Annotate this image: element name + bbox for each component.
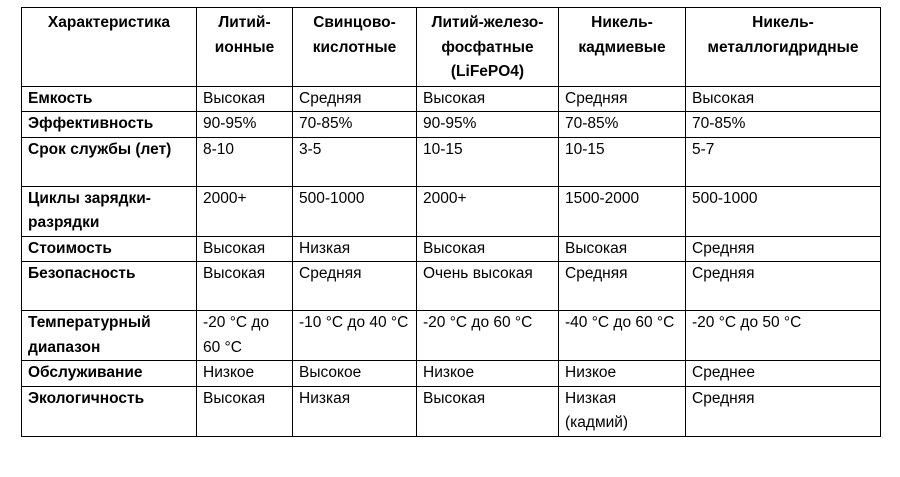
table-cell: Высокая (197, 86, 293, 112)
table-cell: 500-1000 (293, 186, 417, 236)
row-label: Стоимость (22, 236, 197, 262)
header-characteristic: Характеристика (22, 8, 197, 87)
table-row (22, 311, 881, 361)
table-cell: Высокая (686, 86, 881, 112)
table-row (22, 112, 881, 138)
table-cell: Низкое (197, 361, 293, 387)
comparison-table-container (21, 7, 881, 437)
header-li-ion: Литий-ионные (197, 8, 293, 87)
table-cell: 70-85% (293, 112, 417, 138)
table-cell: Высокая (417, 86, 559, 112)
table-cell: Высокая (197, 236, 293, 262)
battery-comparison-table (21, 7, 881, 437)
table-cell: Низкая (293, 386, 417, 436)
row-label: Экологичность (22, 386, 197, 436)
table-cell: Высокая (559, 236, 686, 262)
table-cell: 70-85% (686, 112, 881, 138)
row-label: Температурный диапазон (22, 311, 197, 361)
table-cell: Низкое (559, 361, 686, 387)
table-cell: Высокая (197, 262, 293, 311)
row-label: Срок службы (лет) (22, 137, 197, 186)
table-cell: Низкая (кадмий) (559, 386, 686, 436)
table-cell: Высокая (417, 386, 559, 436)
table-cell: Средняя (686, 262, 881, 311)
table-row (22, 386, 881, 436)
table-row (22, 137, 881, 186)
table-cell: Низкая (293, 236, 417, 262)
row-label: Емкость (22, 86, 197, 112)
table-cell: 10-15 (559, 137, 686, 186)
table-row (22, 86, 881, 112)
table-cell: -20 °C до 60 °C (197, 311, 293, 361)
table-cell: -40 °C до 60 °C (559, 311, 686, 361)
table-row (22, 186, 881, 236)
table-cell: 90-95% (417, 112, 559, 138)
table-cell: 8-10 (197, 137, 293, 186)
table-cell: Высокая (417, 236, 559, 262)
table-cell: 2000+ (197, 186, 293, 236)
table-cell: -20 °C до 50 °C (686, 311, 881, 361)
table-cell: 5-7 (686, 137, 881, 186)
table-cell: Средняя (686, 386, 881, 436)
table-cell: Средняя (293, 262, 417, 311)
table-cell: Низкое (417, 361, 559, 387)
table-cell: 500-1000 (686, 186, 881, 236)
row-label: Безопасность (22, 262, 197, 311)
row-label: Эффективность (22, 112, 197, 138)
table-cell: Средняя (559, 262, 686, 311)
table-cell: -10 °C до 40 °C (293, 311, 417, 361)
table-cell: Высокая (197, 386, 293, 436)
table-row (22, 236, 881, 262)
row-label: Циклы зарядки-разрядки (22, 186, 197, 236)
table-cell: 2000+ (417, 186, 559, 236)
table-cell: Средняя (559, 86, 686, 112)
table-row (22, 361, 881, 387)
table-cell: Средняя (686, 236, 881, 262)
table-row (22, 262, 881, 311)
table-cell: 1500-2000 (559, 186, 686, 236)
header-lead-acid: Свинцово-кислотные (293, 8, 417, 87)
header-nicd: Никель-кадмиевые (559, 8, 686, 87)
table-cell: 70-85% (559, 112, 686, 138)
table-cell: Среднее (686, 361, 881, 387)
table-cell: 3-5 (293, 137, 417, 186)
header-row (22, 8, 881, 87)
header-nimh: Никель-металлогидридные (686, 8, 881, 87)
row-label: Обслуживание (22, 361, 197, 387)
table-cell: Очень высокая (417, 262, 559, 311)
table-cell: -20 °C до 60 °C (417, 311, 559, 361)
table-cell: 90-95% (197, 112, 293, 138)
table-cell: 10-15 (417, 137, 559, 186)
table-cell: Высокое (293, 361, 417, 387)
header-lifepo4: Литий-железо-фосфатные (LiFePO4) (417, 8, 559, 87)
table-cell: Средняя (293, 86, 417, 112)
